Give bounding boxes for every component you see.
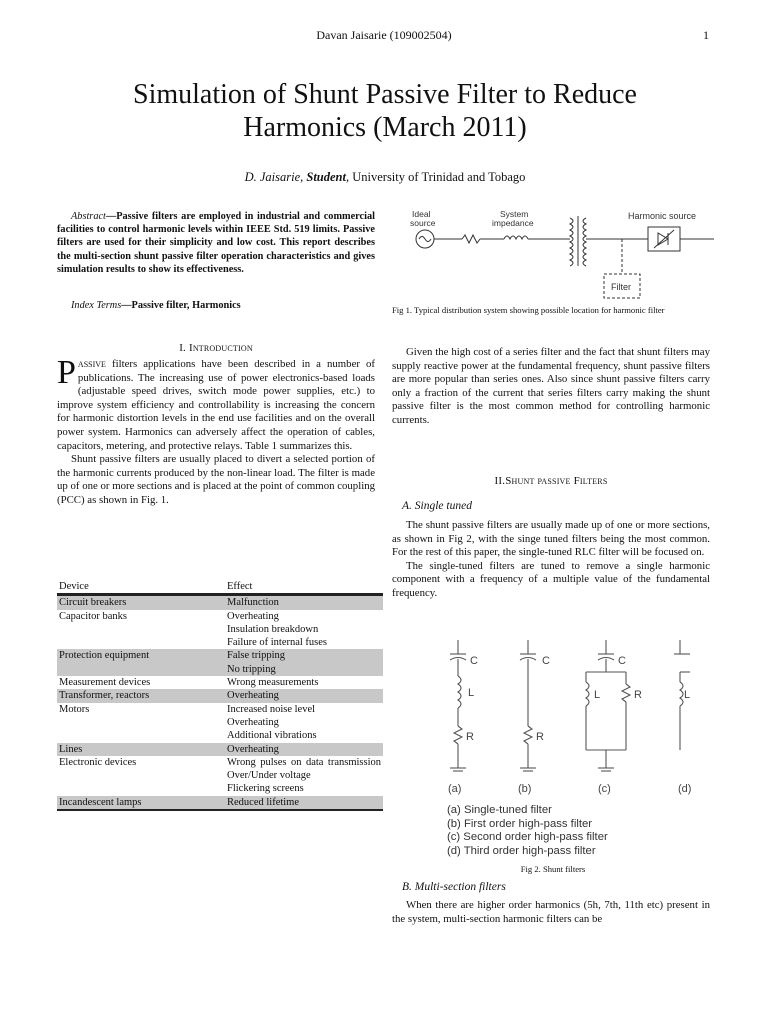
fig1-label-source: source	[410, 218, 436, 228]
page-header-author: Davan Jaisarie (109002504)	[316, 28, 452, 42]
author-affiliation: , University of Trinidad and Tobago	[345, 170, 526, 184]
table-cell-effects	[225, 649, 383, 676]
fig2-b-label-r: R	[536, 731, 544, 743]
effects-table	[57, 580, 383, 811]
table-effect-line: Flickering screens	[227, 783, 304, 795]
fig2-sub-d: (d)	[678, 783, 692, 795]
table-header-effect: Effect	[227, 581, 253, 592]
intro-lead-word: assive	[77, 358, 106, 370]
table-row	[57, 689, 383, 702]
right-paragraph-1-text: Given the high cost of a series filter and the fact that shunt filters may supply reactive power at the fundamental frequency, shunt passive filters are more popular than series ones. Also since shunt passive filters carry only a fraction of the current that series filters carry making the shunt passive filter is the most common method for controlling harmonic currents.	[392, 346, 710, 426]
title-line-1: Simulation of Shunt Passive Filter to Reduce	[133, 79, 637, 110]
table-effect-line: False tripping	[227, 650, 286, 662]
table-effect-line: No tripping	[227, 663, 276, 675]
intro-paragraph-2: Shunt passive filters are usually placed to divert a selected portion of the harmonic currents produced by the non-linear load. The filter is made up of one or more sections and is placed at the point of common coupling (PCC) as shown in Fig. 1.	[57, 453, 375, 506]
intro-paragraph-1	[57, 354, 375, 453]
abstract-text: —Passive filters are employed in industrial and commercial facilities to control harmonic levels within IEEE Std. 519 limits. Passive filters are used for their simplicity and low cost. This report describes the multi-section shunt passive filter operation characteristics and gives simulation results to show its effectiveness.	[57, 211, 375, 275]
subsection-b-heading: B. Multi-section filters	[402, 881, 506, 893]
right-paragraph-1	[392, 346, 710, 428]
table-cell-device: Motors	[59, 703, 90, 715]
fig1-label-impedance: impedance	[492, 218, 534, 228]
table-effect-line: Wrong pulses on data transmission	[227, 756, 381, 768]
fig2-legend-item-a: (a) Single-tuned filter	[447, 804, 552, 816]
table-cell-device: Capacitor banks	[59, 610, 127, 622]
table-cell-effects	[225, 796, 383, 810]
table-row	[57, 796, 383, 810]
table-cell-effects	[225, 756, 383, 796]
fig2-sub-c: (c)	[598, 783, 611, 795]
page-number: 1	[703, 28, 709, 42]
abstract	[57, 210, 375, 276]
section-2b-body	[392, 899, 710, 926]
fig2-c-label-l: L	[594, 689, 601, 701]
table-cell-device: Measurement devices	[59, 677, 151, 689]
transformer-icon	[570, 216, 586, 266]
fig2-caption: Fig 2. Shunt filters	[520, 864, 586, 874]
fig1-caption: Fig 1. Typical distribution system showing possible location for harmonic filter	[392, 305, 665, 315]
fig1-label-ideal: Ideal	[412, 209, 431, 219]
fig2-a-label-c: C	[470, 655, 478, 667]
table-effect-line: Malfunction	[227, 597, 279, 609]
subsection-a-heading: A. Single tuned	[402, 500, 472, 512]
table-effect-line: Overheating	[227, 690, 279, 702]
table-effect-line: Additional vibrations	[227, 730, 317, 742]
fig2-b-label-c: C	[542, 655, 550, 667]
fig2-legend-item-c: (c) Second order high-pass filter	[447, 831, 608, 843]
table-cell-device: Incandescent lamps	[57, 796, 225, 810]
effects-table-body	[57, 595, 383, 810]
table-row	[57, 595, 383, 610]
table-cell-effects	[225, 595, 383, 610]
fig2-diagram	[440, 640, 690, 800]
table-row	[57, 649, 383, 676]
table-cell-effects	[225, 703, 383, 743]
table-row	[57, 610, 383, 650]
inductor-icon	[504, 236, 528, 239]
fig1-label-system: System	[500, 209, 529, 219]
table-1	[57, 580, 383, 811]
fig2-sub-b: (b)	[518, 783, 532, 795]
fig1-label-filter: Filter	[611, 282, 631, 292]
author-name: D. Jaisarie,	[244, 170, 304, 184]
section-2-number: II.	[494, 475, 506, 487]
table-cell-device: Electronic devices	[59, 756, 137, 768]
table-effect-line: Increased noise level	[227, 703, 316, 715]
title-line-2: Harmonics (March 2011)	[243, 112, 527, 143]
table-effect-line: Overheating	[227, 610, 279, 622]
section-2a-body	[392, 519, 710, 601]
section-2a-paragraph-2: The single-tuned filters are tuned to remove a single harmonic component with a frequency of a multiple value of the fundamental frequency.	[392, 559, 710, 599]
fig2-c-label-r: R	[634, 689, 642, 701]
index-terms	[57, 300, 375, 311]
fig1-diagram	[392, 204, 716, 304]
abstract-label: Abstract	[71, 211, 106, 222]
author-role: Student	[306, 170, 346, 184]
table-header-device: Device	[59, 581, 89, 592]
table-cell-effects	[225, 743, 383, 756]
resistor-icon	[462, 235, 480, 243]
table-effect-line: Insulation breakdown	[227, 623, 319, 635]
drop-cap: P	[57, 354, 76, 391]
fig2-legend-item-d: (d) Third order high-pass filter	[447, 844, 596, 857]
table-effect-line: Failure of internal fuses	[227, 637, 328, 649]
fig2-a-label-l: L	[468, 687, 475, 699]
table-cell-effects	[225, 689, 383, 702]
section-2b-paragraph-1: When there are higher order harmonics (5h, 7th, 11th etc) present in the system, multi-section harmonic filters can be	[392, 899, 710, 925]
table-effect-line: Overheating	[227, 716, 279, 728]
table-row	[57, 756, 383, 796]
paper-title	[60, 78, 710, 144]
sine-wave-icon	[419, 237, 431, 242]
table-cell-device: Lines	[57, 743, 225, 756]
table-cell-device: Circuit breakers	[57, 595, 225, 610]
table-effect-line: Wrong measurements	[227, 677, 319, 689]
table-row	[57, 676, 383, 689]
index-terms-text: —Passive filter, Harmonics	[121, 300, 241, 311]
section-1-title: Introduction	[188, 342, 253, 354]
table-row	[57, 743, 383, 756]
fig2-legend	[447, 804, 608, 858]
fig1-label-harmonic-source: Harmonic source	[628, 211, 697, 221]
table-effect-line: Overheating	[227, 743, 279, 755]
index-terms-label: Index Terms	[71, 300, 122, 311]
author-line	[60, 170, 710, 185]
section-1-body	[57, 354, 375, 508]
table-cell-device: Transformer, reactors	[57, 689, 225, 702]
intro-paragraph-1-text: filters applications have been described in a number of publications. The increasing use of power electronics-based loads (adjustable speed drives, switch mode power supplies, etc.) to improve system efficiency and controllability is increasing the concern for harmonic distortion levels in the end use facilities and on the overall power system. Harmonics can adversely affect the operation of cables, capacitors, metering, and protective relays. Table 1 summarizes this.	[57, 358, 375, 452]
table-effect-line: Over/Under voltage	[227, 770, 311, 782]
table-effect-line: Reduced lifetime	[227, 796, 300, 808]
fig2-d-label-l: L	[684, 689, 691, 701]
section-1-number: I.	[179, 342, 187, 354]
fig2-legend-item-b: (b) First order high-pass filter	[447, 817, 593, 830]
fig2-sub-a: (a)	[448, 783, 462, 795]
section-2-title: Shunt passive Filters	[505, 475, 608, 487]
section-2a-paragraph-1: The shunt passive filters are usually made up of one or more sections, as shown in Fig 2, with the singe tuned filters being the most common. For the rest of this paper, the single-tuned RLC filter will be focused on.	[392, 519, 710, 559]
fig2-c-label-c: C	[618, 655, 626, 667]
table-cell-effects	[225, 676, 383, 689]
table-cell-effects	[225, 610, 383, 650]
section-2-heading	[392, 475, 710, 487]
table-row	[57, 703, 383, 743]
fig2-a-label-r: R	[466, 731, 474, 743]
section-1-heading	[57, 342, 375, 354]
table-cell-device: Protection equipment	[57, 649, 225, 676]
